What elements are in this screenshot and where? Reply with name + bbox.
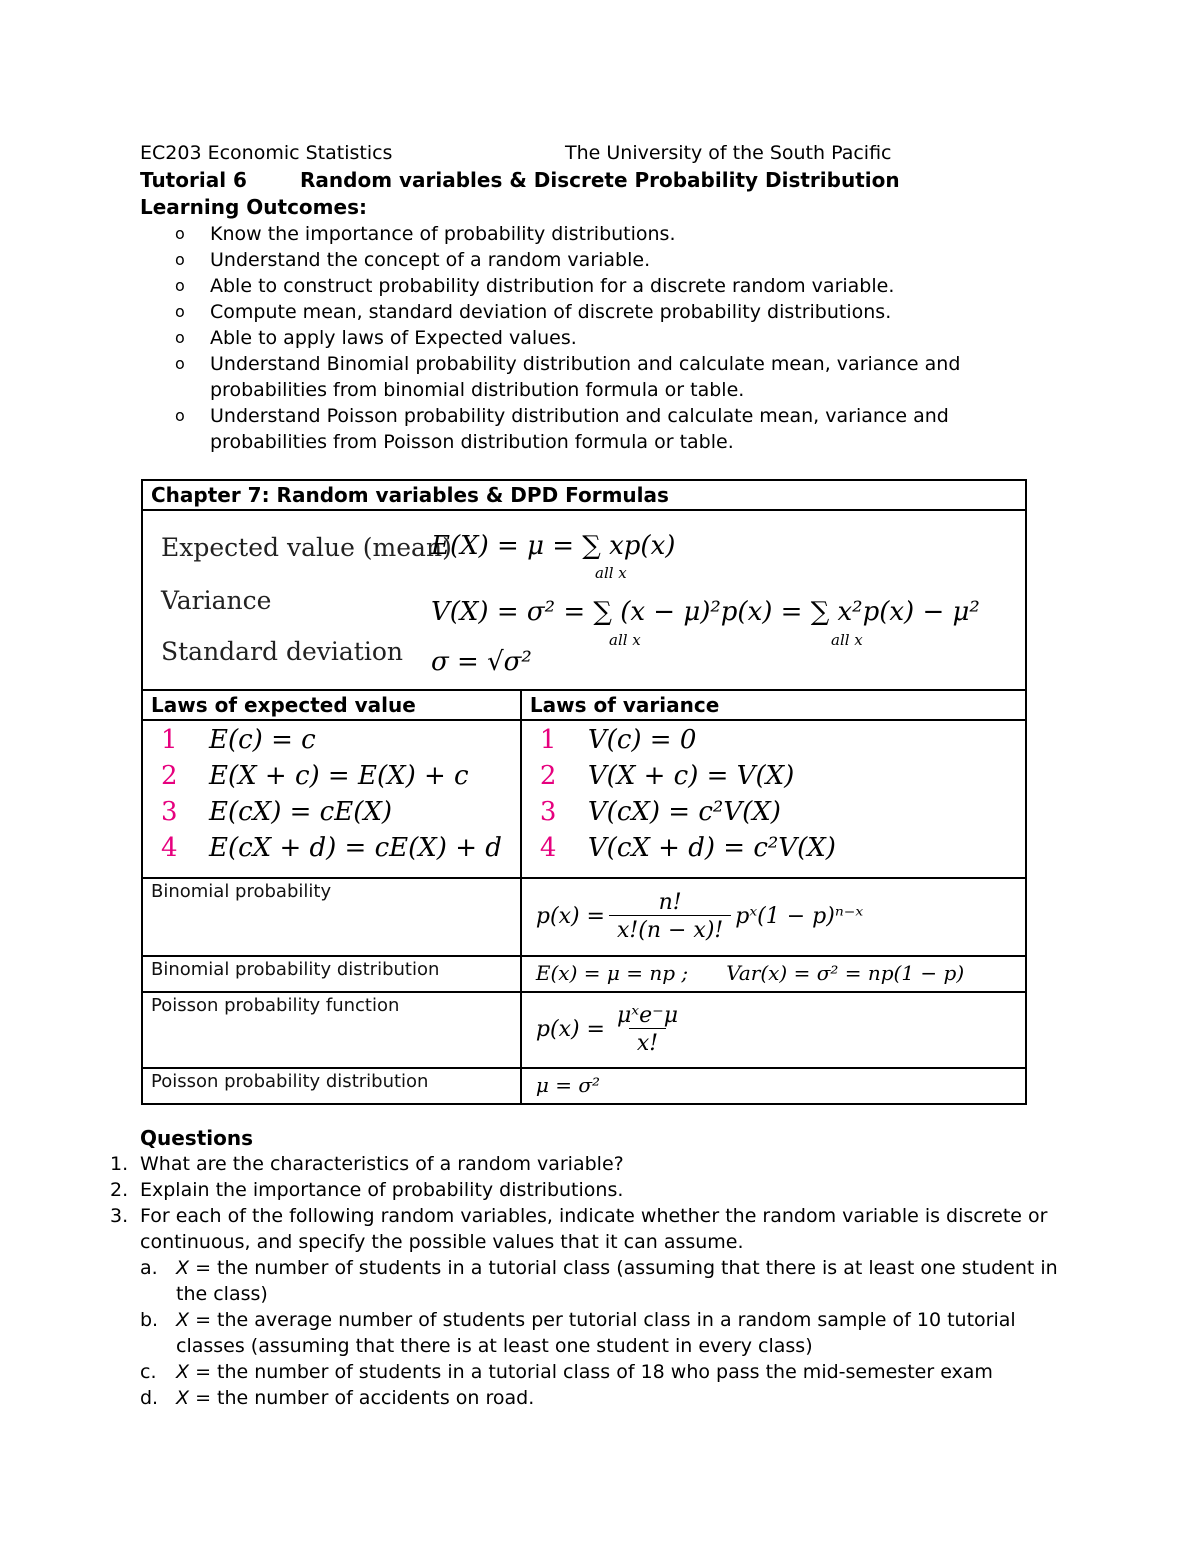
poisson-prob-formula xyxy=(521,992,1026,1068)
sum-subscript: all x xyxy=(831,631,863,649)
laws-ev-cell xyxy=(142,720,521,878)
sub-question-a xyxy=(140,1255,1070,1307)
variable-symbol: X xyxy=(176,1387,190,1409)
sub-question-text: = the number of students in a tutorial class of 18 who pass the mid-semester exam xyxy=(189,1361,993,1383)
list-item xyxy=(175,221,1005,247)
question-2 xyxy=(110,1177,1070,1203)
binomial-dist-formula xyxy=(521,956,1026,992)
law-formula: V(cX) = c²V(X) xyxy=(587,797,781,827)
law-formula: E(cX + d) = cE(X) + d xyxy=(209,833,502,863)
question-text: For each of the following random variables, indicate whether the random variable is discrete or continuous, and specify the possible values that it can assume. xyxy=(140,1205,1048,1253)
question-number: 2. xyxy=(110,1179,129,1201)
formulas-title: Chapter 7: Random variables & DPD Formulas xyxy=(142,480,1026,510)
laws-var-title: Laws of variance xyxy=(521,690,1026,720)
questions-title: Questions xyxy=(140,1126,254,1150)
sum-subscript: all x xyxy=(595,564,627,582)
course-name: EC203 Economic Statistics xyxy=(140,142,393,164)
sub-questions-list xyxy=(140,1255,1070,1411)
fraction-denominator: x! xyxy=(629,1028,666,1056)
list-item xyxy=(175,299,1005,325)
outcome-text: Able to construct probability distribution for a discrete random variable. xyxy=(210,275,895,297)
sd-label: Standard deviation xyxy=(161,637,404,666)
fraction-denominator: x!(n − x)! xyxy=(609,915,731,943)
binomial-prob-label: Binomial probability xyxy=(142,878,521,956)
poisson-prob-label: Poisson probability function xyxy=(142,992,521,1068)
laws-var-cell xyxy=(521,720,1026,878)
sub-question-d xyxy=(140,1385,1070,1411)
law-number: 3 xyxy=(539,797,557,827)
law-number: 2 xyxy=(161,761,178,791)
sub-question-letter: d. xyxy=(140,1387,159,1409)
sum-subscript: all x xyxy=(609,631,641,649)
bullet-icon: o xyxy=(175,354,185,373)
sub-question-b xyxy=(140,1307,1070,1359)
tutorial-number: Tutorial 6 xyxy=(140,168,247,192)
laws-ev-title: Laws of expected value xyxy=(142,690,521,720)
bullet-icon: o xyxy=(175,250,185,269)
bullet-icon: o xyxy=(175,302,185,321)
law-row xyxy=(161,761,502,797)
university-name: The University of the South Pacific xyxy=(565,142,892,164)
formula-text: μ = σ² xyxy=(535,1073,601,1097)
law-row xyxy=(540,725,1007,761)
law-formula: E(cX) = cE(X) xyxy=(209,797,392,827)
binomial-dist-label: Binomial probability distribution xyxy=(142,956,521,992)
question-3 xyxy=(110,1203,1070,1411)
list-item xyxy=(175,273,1005,299)
variable-symbol: X xyxy=(176,1257,190,1279)
header xyxy=(140,142,1040,164)
variance-label: Variance xyxy=(161,586,272,615)
sub-question-letter: a. xyxy=(140,1257,158,1279)
questions-list xyxy=(110,1151,1070,1411)
law-number: 4 xyxy=(539,833,557,863)
list-item xyxy=(175,403,1005,455)
sub-question-c xyxy=(140,1359,1070,1385)
law-number: 4 xyxy=(161,833,178,863)
law-number: 3 xyxy=(161,797,178,827)
sd-formula: σ = √σ² xyxy=(431,647,532,677)
question-number: 3. xyxy=(110,1205,129,1227)
law-row xyxy=(161,833,502,869)
law-formula: E(c) = c xyxy=(209,725,316,755)
sub-question-text: = the number of students in a tutorial class (assuming that there is at least one student in the class) xyxy=(176,1257,1058,1305)
variable-symbol: X xyxy=(176,1309,190,1331)
list-item xyxy=(175,325,1005,351)
bullet-icon: o xyxy=(175,406,185,425)
law-number: 1 xyxy=(539,725,557,755)
list-item xyxy=(175,351,1005,403)
list-item xyxy=(175,247,1005,273)
variable-symbol: X xyxy=(176,1361,190,1383)
bullet-icon: o xyxy=(175,328,185,347)
question-text: Explain the importance of probability distributions. xyxy=(140,1179,624,1201)
law-row xyxy=(540,833,1007,869)
bullet-icon: o xyxy=(175,224,185,243)
formula-lhs: p(x) = xyxy=(535,903,605,929)
law-number: 1 xyxy=(161,725,178,755)
learning-outcomes-list xyxy=(175,221,1005,455)
question-text: What are the characteristics of a random variable? xyxy=(140,1153,624,1175)
law-number: 2 xyxy=(539,761,557,791)
question-number: 1. xyxy=(110,1153,129,1175)
binomial-prob-formula xyxy=(521,878,1026,956)
basic-formulas-cell xyxy=(142,510,1026,690)
sub-question-letter: b. xyxy=(140,1309,159,1331)
law-formula: V(cX + d) = c²V(X) xyxy=(587,833,836,863)
fraction-numerator: n! xyxy=(658,889,682,915)
formula-text: E(x) = μ = np ; Var(x) = σ² = np(1 − p) xyxy=(535,961,965,985)
mean-label: Expected value (mean) xyxy=(161,533,452,562)
outcome-text: Know the importance of probability distributions. xyxy=(210,223,676,245)
learning-outcomes-title: Learning Outcomes: xyxy=(140,195,367,219)
sub-question-text: = the number of accidents on road. xyxy=(189,1387,535,1409)
formula-lhs: p(x) = xyxy=(535,1016,605,1042)
tutorial-heading xyxy=(140,168,900,192)
outcome-text: Understand Poisson probability distribution and calculate mean, variance and probabilities from Poisson distribution formula or table. xyxy=(210,405,949,453)
law-formula: E(X + c) = E(X) + c xyxy=(209,761,469,791)
poisson-dist-formula xyxy=(521,1068,1026,1104)
outcome-text: Compute mean, standard deviation of discrete probability distributions. xyxy=(210,301,892,323)
bullet-icon: o xyxy=(175,276,185,295)
tutorial-subject: Random variables & Discrete Probability Distribution xyxy=(300,168,900,192)
question-1 xyxy=(110,1151,1070,1177)
law-row xyxy=(540,797,1007,833)
law-formula: V(c) = 0 xyxy=(587,725,697,755)
outcome-text: Able to apply laws of Expected values. xyxy=(210,327,577,349)
poisson-dist-label: Poisson probability distribution xyxy=(142,1068,521,1104)
sub-question-letter: c. xyxy=(140,1361,157,1383)
law-row xyxy=(161,797,502,833)
formula-rhs: pˣ(1 − p)ⁿ⁻ˣ xyxy=(735,903,864,929)
law-row xyxy=(161,725,502,761)
law-row xyxy=(540,761,1007,797)
sub-question-text: = the average number of students per tutorial class in a random sample of 10 tutorial classes (assuming that there is at least one student in every class) xyxy=(176,1309,1016,1357)
formulas-table xyxy=(141,479,1027,1105)
outcome-text: Understand Binomial probability distribution and calculate mean, variance and probabilities from binomial distribution formula or table. xyxy=(210,353,961,401)
mean-formula: E(X) = μ = ∑ xp(x) xyxy=(431,531,676,561)
fraction-numerator: μˣe⁻μ xyxy=(617,1002,679,1028)
law-formula: V(X + c) = V(X) xyxy=(587,761,795,791)
variance-formula: V(X) = σ² = ∑ (x − μ)²p(x) = ∑ x²p(x) − μ² xyxy=(431,597,980,627)
outcome-text: Understand the concept of a random variable. xyxy=(210,249,651,271)
